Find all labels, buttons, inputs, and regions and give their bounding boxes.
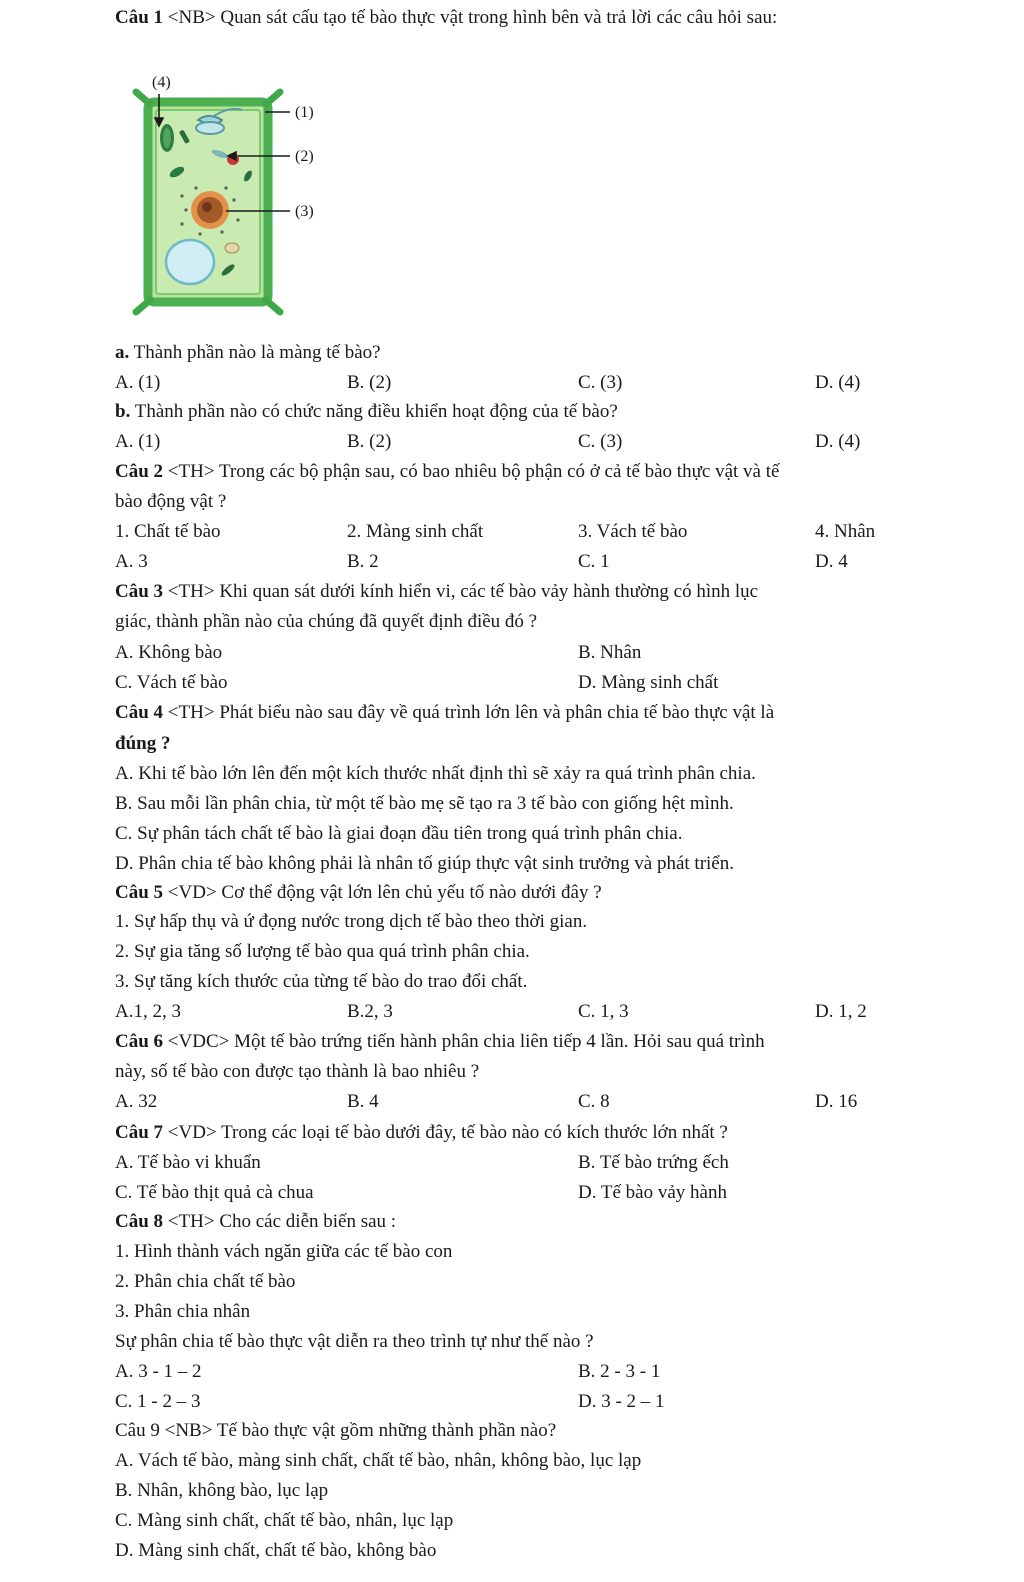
- q7-option-c[interactable]: C. Tế bào thịt quả cà chua: [115, 1182, 314, 1203]
- q2-item-4: 4. Nhân: [815, 521, 876, 542]
- q3-option-a[interactable]: A. Không bào: [115, 642, 223, 663]
- q6-level-tag: <VDC>: [167, 1031, 230, 1052]
- q8-level-tag: <TH>: [167, 1211, 215, 1232]
- q6-text-1: Một tế bào trứng tiến hành phân chia liên tiếp 4 lần. Hỏi sau quá trình: [234, 1031, 765, 1052]
- q3-option-d[interactable]: D. Màng sinh chất: [578, 672, 719, 693]
- plant-cell-diagram: [110, 60, 350, 320]
- q9-option-c[interactable]: C. Màng sinh chất, chất tế bào, nhân, lục lạp: [115, 1510, 454, 1531]
- q7-option-b[interactable]: B. Tế bào trứng ếch: [578, 1152, 729, 1173]
- q9-option-d[interactable]: D. Màng sinh chất, chất tế bào, không bào: [115, 1540, 437, 1561]
- q4-number: Câu 4: [115, 702, 164, 723]
- q8-number: Câu 8: [115, 1211, 164, 1232]
- q5-option-d[interactable]: D. 1, 2: [815, 1001, 867, 1022]
- q7-option-a[interactable]: A. Tế bào vi khuẩn: [115, 1152, 261, 1173]
- q2-item-1: 1. Chất tế bào: [115, 521, 221, 542]
- figure-label-3: (3): [295, 203, 314, 220]
- q6-options: [115, 1090, 895, 1114]
- q1b-label: b.: [115, 401, 131, 422]
- q2-option-d[interactable]: D. 4: [815, 551, 848, 572]
- q4-option-a[interactable]: A. Khi tế bào lớn lên đến một kích thước nhất định thì sẽ xảy ra quá trình phân chia.: [115, 763, 756, 784]
- q4-stem-line1: [115, 701, 774, 725]
- figure-label-2: (2): [295, 148, 314, 165]
- q2-item-2: 2. Màng sinh chất: [347, 521, 484, 542]
- q1-level-tag: <NB>: [167, 7, 216, 28]
- q1-stem: [115, 6, 777, 30]
- q7-level-tag: <VD>: [167, 1122, 217, 1143]
- q9-option-b[interactable]: B. Nhân, không bào, lục lạp: [115, 1480, 329, 1501]
- q9-text: Tế bào thực vật gồm những thành phần nào?: [216, 1420, 557, 1441]
- q5-option-c[interactable]: C. 1, 3: [578, 1001, 629, 1022]
- q4-option-d[interactable]: D. Phân chia tế bào không phải là nhân tố giúp thực vật sinh trưởng và phát triển.: [115, 853, 734, 874]
- q2-text-1: Trong các bộ phận sau, có bao nhiêu bộ phận có ở cả tế bào thực vật và tế: [218, 461, 780, 482]
- q8-options-row1: [115, 1360, 895, 1384]
- q2-level-tag: <TH>: [167, 461, 215, 482]
- q2-option-c[interactable]: C. 1: [578, 551, 610, 572]
- q3-level-tag: <TH>: [167, 581, 215, 602]
- q5-item-2: 2. Sự gia tăng số lượng tế bào qua quá trình phân chia.: [115, 941, 530, 962]
- q1-number: Câu 1: [115, 7, 164, 28]
- q7-number: Câu 7: [115, 1122, 164, 1143]
- q4-option-b[interactable]: B. Sau mỗi lần phân chia, từ một tế bào mẹ sẽ tạo ra 3 tế bào con giống hệt mình.: [115, 793, 734, 814]
- q7-options-row1: [115, 1151, 895, 1175]
- q1a-option-b[interactable]: B. (2): [347, 372, 392, 393]
- q8-option-d[interactable]: D. 3 - 2 – 1: [578, 1391, 665, 1412]
- q3-option-b[interactable]: B. Nhân: [578, 642, 642, 663]
- q4-option-c[interactable]: C. Sự phân tách chất tế bào là giai đoạn đầu tiên trong quá trình phân chia.: [115, 823, 683, 844]
- q2-stem-line1: [115, 460, 779, 484]
- q1a-text: Thành phần nào là màng tế bào?: [133, 342, 381, 363]
- q8-item-2: 2. Phân chia chất tế bào: [115, 1271, 296, 1292]
- q5-level-tag: <VD>: [167, 882, 217, 903]
- q7-text: Trong các loại tế bào dưới đây, tế bào nào có kích thước lớn nhất ?: [221, 1122, 728, 1143]
- q2-option-b[interactable]: B. 2: [347, 551, 379, 572]
- q1b-option-d[interactable]: D. (4): [815, 431, 861, 452]
- q5-item-3: 3. Sự tăng kích thước của từng tế bào do trao đổi chất.: [115, 971, 528, 992]
- q7-stem: [115, 1121, 728, 1145]
- q8-stem: [115, 1210, 396, 1234]
- figure-label-1: (1): [295, 104, 314, 121]
- q1b-options: [115, 430, 895, 454]
- q3-options-row2: [115, 671, 895, 695]
- q3-stem-line2: giác, thành phần nào của chúng đã quyết định điều đó ?: [115, 611, 538, 632]
- q5-text: Cơ thể động vật lớn lên chủ yếu tố nào dưới đây ?: [221, 882, 602, 903]
- q1a-label: a.: [115, 342, 130, 363]
- q6-option-a[interactable]: A. 32: [115, 1091, 158, 1112]
- q4-stem-line2: đúng ?: [115, 733, 171, 754]
- q8-option-b[interactable]: B. 2 - 3 - 1: [578, 1361, 661, 1382]
- q2-item-3: 3. Vách tế bào: [578, 521, 688, 542]
- q5-option-a[interactable]: A.1, 2, 3: [115, 1001, 181, 1022]
- q1a-option-d[interactable]: D. (4): [815, 372, 861, 393]
- q6-option-b[interactable]: B. 4: [347, 1091, 379, 1112]
- q2-stem-line2: bào động vật ?: [115, 491, 227, 512]
- figure-label-4: (4): [152, 74, 171, 91]
- q1a-question: [115, 341, 381, 365]
- q9-number: Câu 9: [115, 1420, 160, 1441]
- q1a-option-a[interactable]: A. (1): [115, 372, 161, 393]
- q8-item-1: 1. Hình thành vách ngăn giữa các tế bào con: [115, 1241, 453, 1262]
- q9-stem: [115, 1419, 556, 1443]
- q7-option-d[interactable]: D. Tế bào vảy hành: [578, 1182, 727, 1203]
- q1a-options: [115, 371, 895, 395]
- q3-option-c[interactable]: C. Vách tế bào: [115, 672, 228, 693]
- q5-options: [115, 1000, 895, 1024]
- q1-text: Quan sát cấu tạo tế bào thực vật trong hình bên và trả lời các câu hỏi sau:: [220, 7, 778, 28]
- q2-option-a[interactable]: A. 3: [115, 551, 148, 572]
- q6-stem-line2: này, số tế bào con được tạo thành là bao nhiêu ?: [115, 1061, 480, 1082]
- q8-options-row2: [115, 1390, 895, 1414]
- q5-option-b[interactable]: B.2, 3: [347, 1001, 393, 1022]
- q1b-option-a[interactable]: A. (1): [115, 431, 161, 452]
- q4-text-1: Phát biểu nào sau đây về quá trình lớn lên và phân chia tế bào thực vật là: [219, 702, 775, 723]
- q6-number: Câu 6: [115, 1031, 164, 1052]
- q8-option-a[interactable]: A. 3 - 1 – 2: [115, 1361, 202, 1382]
- q7-options-row2: [115, 1181, 895, 1205]
- q4-level-tag: <TH>: [167, 702, 215, 723]
- q8-question: Sự phân chia tế bào thực vật diễn ra theo trình tự như thế nào ?: [115, 1331, 594, 1352]
- q6-option-c[interactable]: C. 8: [578, 1091, 610, 1112]
- q1b-question: [115, 400, 618, 424]
- q3-stem-line1: [115, 580, 758, 604]
- q1b-option-b[interactable]: B. (2): [347, 431, 392, 452]
- q3-text-1: Khi quan sát dưới kính hiển vi, các tế bào vảy hành thường có hình lục: [219, 581, 759, 602]
- q8-option-c[interactable]: C. 1 - 2 – 3: [115, 1391, 201, 1412]
- q6-stem-line1: [115, 1030, 765, 1054]
- q9-option-a[interactable]: A. Vách tế bào, màng sinh chất, chất tế bào, nhân, không bào, lục lạp: [115, 1450, 642, 1471]
- q2-number: Câu 2: [115, 461, 164, 482]
- q5-stem: [115, 881, 602, 905]
- q3-number: Câu 3: [115, 581, 164, 602]
- q8-item-3: 3. Phân chia nhân: [115, 1301, 251, 1322]
- q3-options-row1: [115, 641, 895, 665]
- q2-items: [115, 520, 895, 544]
- q1a-option-c[interactable]: C. (3): [578, 372, 623, 393]
- q6-option-d[interactable]: D. 16: [815, 1091, 858, 1112]
- q5-item-1: 1. Sự hấp thụ và ứ đọng nước trong dịch tế bào theo thời gian.: [115, 911, 588, 932]
- q5-number: Câu 5: [115, 882, 164, 903]
- q1b-text: Thành phần nào có chức năng điều khiển hoạt động của tế bào?: [134, 401, 618, 422]
- q2-options: [115, 550, 895, 574]
- q9-level-tag: <NB>: [164, 1420, 213, 1441]
- q1b-option-c[interactable]: C. (3): [578, 431, 623, 452]
- q8-text: Cho các diễn biến sau :: [219, 1211, 397, 1232]
